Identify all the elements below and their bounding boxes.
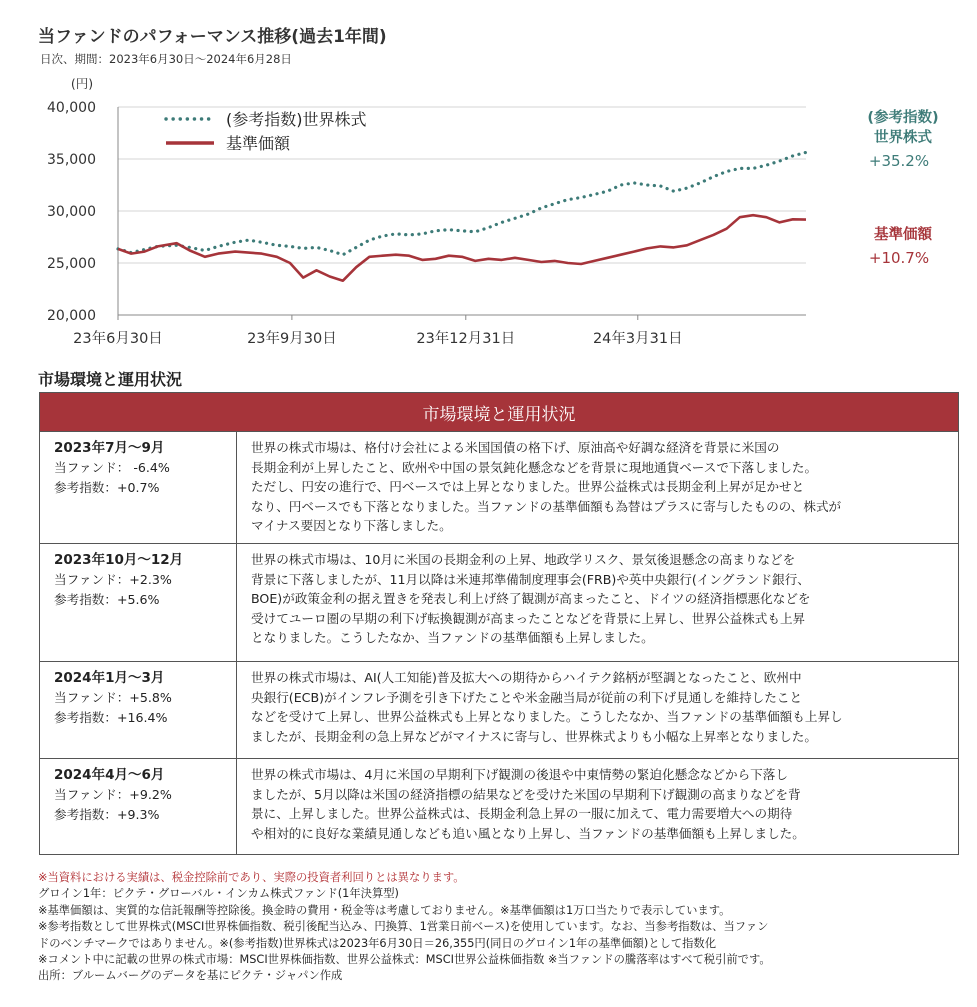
comment-line: などを受けて上昇し、世界公益株式も上昇となりました。こうしたなか、当ファンドの基準価額も上昇し	[251, 709, 843, 725]
period-cell	[40, 544, 237, 662]
comment-cell	[237, 544, 959, 662]
benchmark-return: 参考指数：+0.7%	[54, 479, 160, 495]
comment-line: ましたが、長期金利の急上昇などがマイナスに寄与し、世界株式よりも小幅な上昇率となりました。	[251, 728, 817, 744]
comment-line: 央銀行(ECB)がインフレ予測を引き下げたことや米金融当局が従前の利下げ見通しを維持したこと	[251, 689, 803, 705]
benchmark-end-label: 世界株式	[874, 130, 932, 146]
chart-legend	[166, 110, 367, 153]
footnote-line: ドのベンチマークではありません。※(参考指数)世界株式は2023年6月30日＝26,355円(同日のグロイン1年の基準価額)として指数化	[38, 936, 717, 950]
x-tick-label: 23年12月31日	[416, 331, 516, 347]
benchmark-end-label: (参考指数)	[867, 110, 939, 126]
benchmark-end-value: +35.2%	[868, 152, 930, 170]
footnote-line: 出所：ブルームバーグのデータを基にピクテ・ジャパン作成	[38, 969, 343, 983]
table-row	[40, 544, 959, 662]
comment-line: となりました。こうしたなか、当ファンドの基準価額も上昇しました。	[251, 630, 654, 646]
comment-line: ましたが、5月以降は米国の経済指標の結果などを受けた米国の早期利下げ観測の高まりなどを背	[251, 786, 801, 802]
comment-cell	[237, 662, 959, 759]
chart-title: 当ファンドのパフォーマンス推移(過去1年間)	[38, 27, 387, 47]
legend-label: 基準価額	[226, 134, 291, 153]
fund-end-label: 基準価額	[874, 227, 932, 243]
period-cell	[40, 662, 237, 759]
chart-subtitle: 日次、期間：2023年6月30日～2024年6月28日	[40, 52, 292, 66]
footnote-line: ※コメント中に記載の世界の株式市場：MSCI世界株価指数、世界公益株式：MSCI世界公益株価指数 ※当ファンドの騰落率はすべて税引前です。	[38, 953, 771, 967]
benchmark-return: 参考指数：+5.6%	[54, 591, 160, 607]
comment-line: 背景に下落しましたが、11月以降は米連邦準備制度理事会(FRB)や英中央銀行(イングランド銀行、	[251, 571, 810, 587]
y-tick-label: 25,000	[47, 256, 96, 272]
chart-series	[118, 152, 806, 280]
comment-line: 長期金利が上昇したこと、欧州や中国の景気鈍化懸念などを背景に現地通貨ベースで下落しました。	[251, 459, 818, 475]
benchmark-return: 参考指数：+9.3%	[54, 806, 160, 822]
fund-return: 当ファンド： -6.4%	[54, 460, 170, 475]
x-tick-label: 23年9月30日	[247, 331, 337, 347]
table-header: 市場環境と運用状況	[40, 393, 959, 432]
grid-lines	[118, 107, 806, 315]
table-row	[40, 662, 959, 759]
comment-line: マイナス要因となり下落しました。	[251, 518, 452, 534]
y-tick-label: 35,000	[47, 152, 96, 168]
table-row	[40, 432, 959, 544]
comment-line: 受けてユーロ圏の早期の利下げ転換観測が高まったことなどを背景に上昇し、世界公益株式も上昇	[251, 610, 806, 626]
footnote-line: ※参考指数として世界株式(MSCI世界株価指数、税引後配当込み、円換算、1営業日前ベース)を使用しています。なお、当参考指数は、当ファン	[38, 920, 769, 934]
comment-cell	[237, 432, 959, 544]
footnote-line: グロイン1年：ピクテ・グローバル・インカム株式ファンド(1年決算型)	[38, 887, 399, 901]
market-environment-table	[39, 392, 959, 855]
fund-return: 当ファンド：+9.2%	[54, 787, 172, 802]
comment-line: 世界の株式市場は、格付け会社による米国国債の格下げ、原油高や好調な経済を背景に米国の	[251, 440, 780, 455]
comment-cell	[237, 759, 959, 855]
footnote-warning: ※当資料における実績は、税金控除前であり、実際の投資者利回りとは異なります。	[38, 871, 465, 884]
period-cell	[40, 432, 237, 544]
market-section-heading: 市場環境と運用状況	[38, 370, 183, 389]
period-name: 2023年7月～9月	[54, 440, 165, 456]
period-name: 2024年4月～6月	[54, 767, 165, 783]
footnotes	[38, 870, 968, 985]
comment-line: や相対的に良好な業績見通しなども追い風となり上昇し、当ファンドの基準価額も上昇しました。	[251, 825, 805, 841]
y-axis-unit: (円)	[70, 76, 94, 91]
period-cell	[40, 759, 237, 855]
legend-label: (参考指数)世界株式	[226, 110, 367, 129]
fund-end-value: +10.7%	[868, 249, 930, 267]
fund-nav-series-line	[118, 215, 806, 281]
period-name: 2024年1月～3月	[54, 670, 165, 686]
benchmark-return: 参考指数：+16.4%	[54, 709, 168, 725]
comment-line: ただし、円安の進行で、円ベースでは上昇となりました。世界公益株式は長期金利上昇が足かせと	[251, 479, 805, 495]
comment-line: 景に、上昇しました。世界公益株式は、長期金利急上昇の一服に加えて、電力需要増大への期待	[251, 806, 793, 822]
table-row	[40, 759, 959, 855]
fund-return: 当ファンド：+2.3%	[54, 572, 172, 587]
footnote-line: ※基準価額は、実質的な信託報酬等控除後。換金時の費用・税金等は考慮しておりません。※基準価額は1万口当たりで表示しています。	[38, 903, 731, 917]
fund-return: 当ファンド：+5.8%	[54, 690, 172, 705]
comment-line: BOE)が政策金利の据え置きを発表し利上げ終了観測が高まったこと、ドイツの経済指標悪化などを	[251, 591, 811, 607]
x-tick-label: 24年3月31日	[592, 331, 683, 347]
comment-line: 世界の株式市場は、10月に米国の長期金利の上昇、地政学リスク、景気後退懸念の高まりなどを	[251, 552, 796, 567]
comment-line: 世界の株式市場は、AI(人工知能)普及拡大への期待からハイテク銘柄が堅調となったこと、欧州中	[251, 670, 802, 685]
y-tick-label: 40,000	[47, 100, 96, 116]
comment-line: 世界の株式市場は、4月に米国の早期利下げ観測の後退や中東情勢の緊迫化懸念などから下落し	[251, 767, 788, 782]
performance-chart	[0, 70, 977, 360]
comment-line: なり、円ベースでも下落となりました。当ファンドの基準価額も為替はプラスに寄与したものの、株式が	[251, 498, 842, 514]
period-name: 2023年10月～12月	[54, 552, 184, 568]
y-tick-label: 20,000	[47, 308, 96, 324]
x-tick-label: 23年6月30日	[73, 331, 163, 347]
y-tick-label: 30,000	[47, 204, 96, 220]
chart-end-labels	[867, 108, 938, 267]
